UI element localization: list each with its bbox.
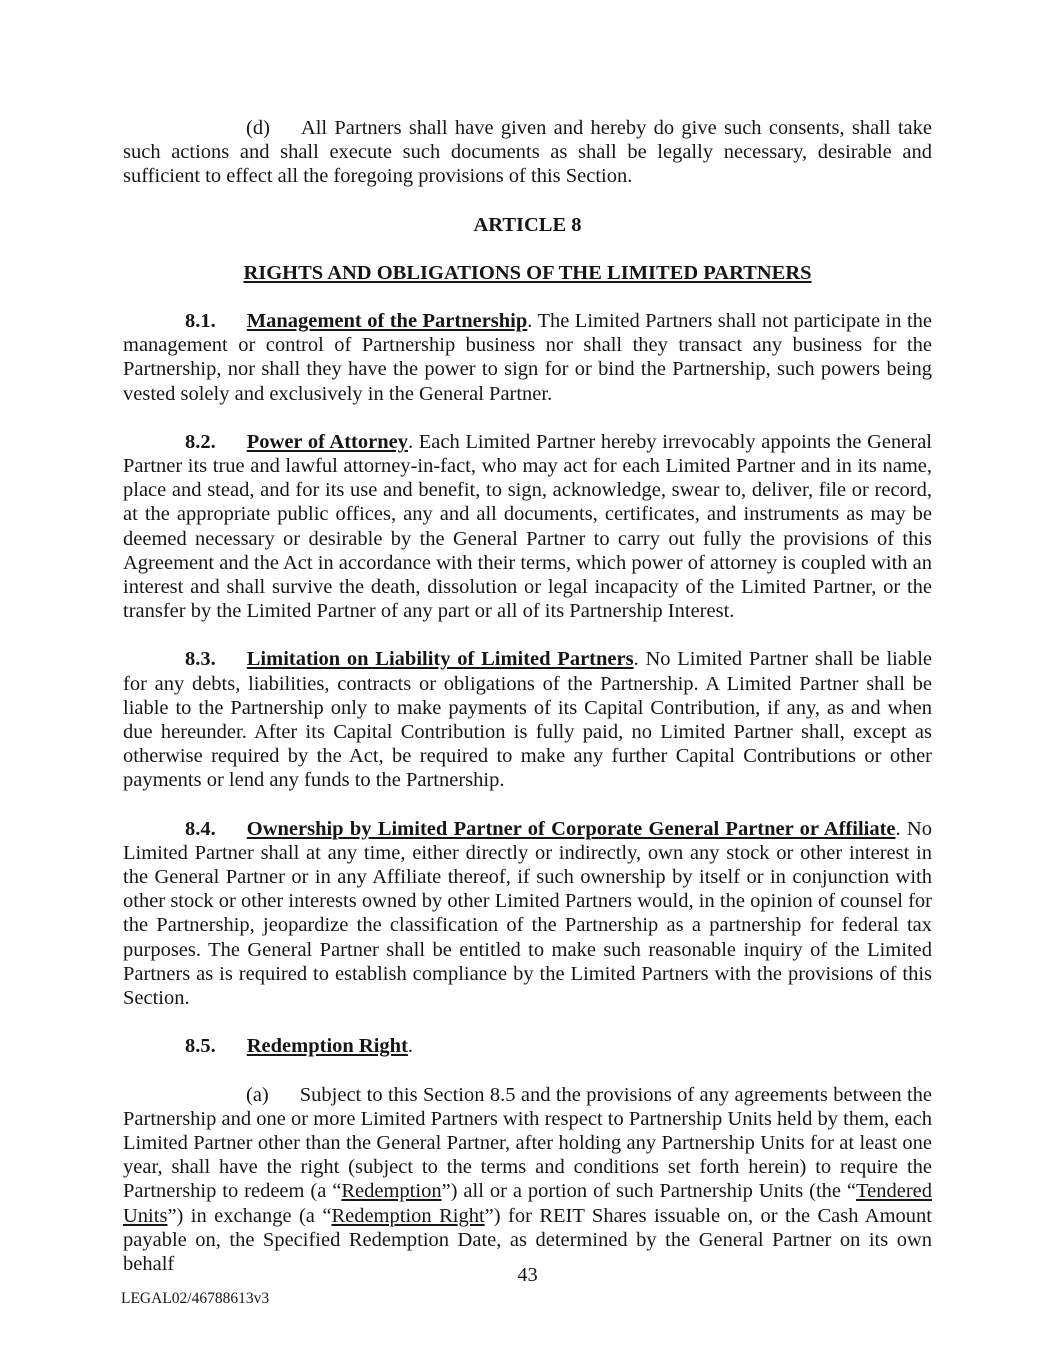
section-heading: Power of Attorney [246, 430, 408, 453]
section-8-5 [123, 1034, 932, 1058]
defined-term-tendered-units: Tendered Units [123, 1180, 932, 1227]
section-number: 8.5. [185, 1035, 216, 1058]
section-8-3 [123, 647, 932, 792]
section-number: 8.2. [185, 430, 216, 453]
article-subtitle: RIGHTS AND OBLIGATIONS OF THE LIMITED PARTNERS [243, 261, 812, 284]
section-heading: Redemption Right [246, 1035, 408, 1058]
defined-term-redemption-right: Redemption Right [331, 1204, 485, 1227]
section-body: . Each Limited Partner hereby irrevocably appoints the General Partner its true and lawful attorney-in-fact, who may act for each Limited Partner and in its name, place and stead, and for its use and benefit, to sign, acknowledge, swear to, deliver, file or record, at the appropriate public offices, any and all documents, certificates, and instruments as may be deemed necessary or desirable by the General Partner to carry out fully the provisions of this Agreement and the Act in accordance with their terms, which power of attorney is coupled with an interest and shall survive the death, dissolution or legal incapacity of the Limited Partner, or the transfer by the Limited Partner of any part or all of its Partnership Interest. [123, 430, 932, 623]
subsection-a-label: (a) [246, 1083, 269, 1106]
section-8-4 [123, 817, 932, 1011]
section-body: . [407, 1035, 414, 1058]
paragraph-d-text: All Partners shall have given and hereby do give such consents, shall take such actions and shall execute such documents as shall be legally necessary, desirable and sufficient to effect all the foregoing provisions of this Section. [123, 117, 932, 188]
subsection-8-5-a [123, 1083, 932, 1277]
subsection-a-text: Subject to this Section 8.5 and the provisions of any agreements between the Partnership and one or more Limited Partners with respect to Partnership Units held by them, each Limited Partner other than the General Partner, after holding any Partnership Units for at least one year, shall have the right (subject to the terms and conditions set forth herein) to require the Partnership to redeem (a “ [123, 1083, 932, 1203]
paragraph-d-label: (d) [246, 117, 270, 139]
defined-term-redemption: Redemption [341, 1180, 442, 1203]
section-8-2 [123, 430, 932, 624]
section-number: 8.4. [185, 817, 216, 840]
paragraph-d [123, 116, 932, 189]
article-title: ARTICLE 8 [473, 213, 582, 236]
section-heading: Limitation on Liability of Limited Partners [246, 648, 634, 671]
subsection-a-text: ”) for REIT Shares issuable on, or the Cash Amount payable on, the Specified Redemption Date, as determined by the General Partner on its own behalf [123, 1204, 932, 1275]
section-number: 8.3. [185, 648, 216, 671]
section-body: . No Limited Partner shall at any time, either directly or indirectly, own any stock or other interest in the General Partner or in any Affiliate thereof, if such ownership by itself or in conjunction with other stock or other interests owned by other Limited Partners would, in the opinion of counsel for the Partnership, jeopardize the classification of the Partnership as a partnership for federal tax purposes. The General Partner shall be entitled to make such reasonable inquiry of the Limited Partners as is required to establish compliance by the Limited Partners with the provisions of this Section. [123, 817, 932, 1010]
subsection-a-text: ”) in exchange (a “ [167, 1204, 332, 1227]
section-number: 8.1. [185, 310, 216, 333]
document-control-number: LEGAL02/46788613v3 [121, 1290, 270, 1307]
page-number: 43 [517, 1264, 538, 1286]
section-8-1 [123, 309, 932, 406]
section-heading: Ownership by Limited Partner of Corporate General Partner or Affiliate [246, 817, 896, 840]
section-body: . The Limited Partners shall not participate in the management or control of Partnership business nor shall they transact any business for the Partnership, nor shall they have the power to sign for or bind the Partnership, such powers being vested solely and exclusively in the General Partner. [123, 310, 932, 405]
section-heading: Management of the Partnership [246, 310, 528, 333]
subsection-a-text: ”) all or a portion of such Partnership Units (the “ [441, 1180, 857, 1203]
section-body: . No Limited Partner shall be liable for any debts, liabilities, contracts or obligations of the Partnership. A Limited Partner shall be liable to the Partnership only to make payments of its Capital Contribution, if any, as and when due hereunder. After its Capital Contribution is fully paid, no Limited Partner shall, except as otherwise required by the Act, be required to make any further Capital Contributions or other payments or lend any funds to the Partnership. [123, 648, 932, 792]
